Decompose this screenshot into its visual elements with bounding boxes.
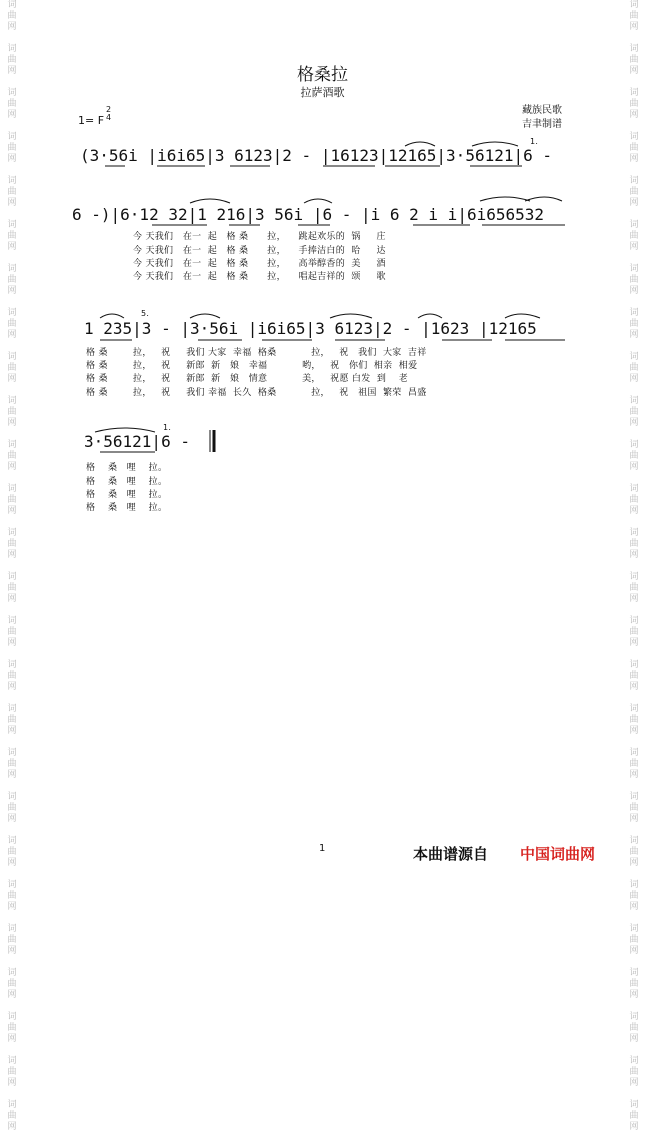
watermark-char: 词 bbox=[7, 704, 17, 714]
watermark-char: 词 bbox=[629, 616, 639, 626]
watermark-gap bbox=[4, 957, 20, 968]
watermark-char: 词 bbox=[629, 396, 639, 406]
watermark-char: 网 bbox=[629, 1122, 639, 1132]
lyric-line: 格 桑 哩 拉。 bbox=[86, 463, 168, 473]
watermark-char: 网 bbox=[7, 814, 17, 824]
watermark-char: 词 bbox=[7, 968, 17, 978]
lyric-line: 格 桑 拉， 祝 新郎 新 娘 情意 美， 祝愿 白发 到 老 bbox=[86, 374, 409, 384]
lyric-line: 格 桑 哩 拉。 bbox=[86, 477, 168, 487]
watermark-char: 词 bbox=[629, 924, 639, 934]
watermark-char: 曲 bbox=[629, 319, 639, 329]
watermark-char: 曲 bbox=[629, 1067, 639, 1077]
watermark-char: 网 bbox=[629, 946, 639, 956]
watermark-char: 词 bbox=[629, 0, 639, 10]
watermark-char: 网 bbox=[7, 770, 17, 780]
watermark-char: 词 bbox=[7, 836, 17, 846]
lyric-line: 今 天我们 在一 起 格 桑 拉， 唱起吉祥的 颂 歌 bbox=[133, 272, 386, 282]
watermark-char: 曲 bbox=[629, 627, 639, 637]
watermark-char: 词 bbox=[7, 440, 17, 450]
watermark-gap bbox=[4, 1045, 20, 1056]
watermark-char: 词 bbox=[7, 264, 17, 274]
watermark-char: 词 bbox=[7, 572, 17, 582]
watermark-char: 网 bbox=[7, 198, 17, 208]
watermark-char: 网 bbox=[629, 198, 639, 208]
watermark-char: 曲 bbox=[7, 715, 17, 725]
watermark-char: 词 bbox=[7, 352, 17, 362]
watermark-char: 网 bbox=[629, 462, 639, 472]
notation-system-1: (3·56i |i6i65|3 6123|2 - |16123|12165|3·56121|6 - bbox=[80, 146, 553, 165]
watermark-char: 曲 bbox=[629, 671, 639, 681]
origin-credit: 藏族民歌 bbox=[522, 105, 562, 116]
watermark-char: 网 bbox=[7, 594, 17, 604]
lyric-line: 格 桑 拉， 祝 我们 幸福 长久 格桑 拉， 祝 祖国 繁荣 昌盛 bbox=[86, 388, 427, 398]
watermark-gap bbox=[626, 1089, 642, 1100]
watermark-char: 词 bbox=[629, 352, 639, 362]
source-label: 本曲谱源自 bbox=[413, 845, 489, 863]
watermark-char: 网 bbox=[629, 66, 639, 76]
watermark-char: 曲 bbox=[7, 363, 17, 373]
watermark-char: 网 bbox=[629, 814, 639, 824]
watermark-char: 词 bbox=[629, 1100, 639, 1110]
watermark-char: 曲 bbox=[7, 891, 17, 901]
watermark-char: 词 bbox=[7, 748, 17, 758]
watermark-char: 网 bbox=[7, 110, 17, 120]
watermark-char: 词 bbox=[7, 220, 17, 230]
watermark-char: 词 bbox=[7, 792, 17, 802]
watermark-char: 曲 bbox=[7, 11, 17, 21]
watermark-char: 词 bbox=[629, 88, 639, 98]
watermark-char: 词 bbox=[629, 748, 639, 758]
lyric-line: 今 天我们 在一 起 格 桑 拉， 手捧洁白的 哈 达 bbox=[133, 246, 386, 256]
watermark-char: 网 bbox=[7, 946, 17, 956]
watermark-char: 词 bbox=[629, 264, 639, 274]
watermark-char: 网 bbox=[7, 638, 17, 648]
watermark-char: 曲 bbox=[7, 935, 17, 945]
watermark-char: 网 bbox=[7, 330, 17, 340]
watermark-char: 词 bbox=[629, 1012, 639, 1022]
notation-system-4: 3·56121|6 - bbox=[84, 432, 190, 451]
watermark-char: 曲 bbox=[7, 979, 17, 989]
site-name[interactable]: 中国词曲网 bbox=[520, 845, 596, 863]
watermark-char: 网 bbox=[7, 990, 17, 1000]
watermark-char: 网 bbox=[7, 1122, 17, 1132]
watermark-char: 曲 bbox=[7, 1023, 17, 1033]
time-numerator: 2 bbox=[106, 105, 112, 114]
lyric-line: 格 桑 拉， 祝 我们 大家 幸福 格桑 拉， 祝 我们 大家 吉祥 bbox=[86, 348, 427, 358]
watermark-char: 词 bbox=[7, 660, 17, 670]
watermark-char: 网 bbox=[7, 1034, 17, 1044]
watermark-char: 曲 bbox=[629, 55, 639, 65]
page-subtitle: 拉萨酒歌 bbox=[300, 86, 345, 99]
watermark-char: 曲 bbox=[7, 231, 17, 241]
watermark-char: 网 bbox=[629, 990, 639, 1000]
watermark-char: 网 bbox=[629, 286, 639, 296]
watermark-char: 词 bbox=[629, 484, 639, 494]
watermark-char: 网 bbox=[629, 682, 639, 692]
watermark-char: 曲 bbox=[629, 451, 639, 461]
watermark-char: 曲 bbox=[629, 495, 639, 505]
watermark-char: 网 bbox=[7, 858, 17, 868]
watermark-char: 曲 bbox=[629, 891, 639, 901]
watermark-char: 网 bbox=[7, 22, 17, 32]
watermark-char: 曲 bbox=[7, 759, 17, 769]
watermark-char: 网 bbox=[629, 638, 639, 648]
watermark-char: 词 bbox=[7, 44, 17, 54]
watermark-char: 曲 bbox=[629, 1111, 639, 1121]
watermark-char: 网 bbox=[629, 902, 639, 912]
watermark-char: 曲 bbox=[7, 319, 17, 329]
watermark-char: 曲 bbox=[7, 671, 17, 681]
watermark-char: 曲 bbox=[629, 847, 639, 857]
watermark-char: 词 bbox=[629, 836, 639, 846]
watermark-char: 词 bbox=[7, 1100, 17, 1110]
watermark-char: 曲 bbox=[7, 627, 17, 637]
watermark-char: 网 bbox=[7, 66, 17, 76]
watermark-gap bbox=[626, 1045, 642, 1056]
watermark-char: 词 bbox=[629, 968, 639, 978]
arranger-credit: 吉聿制谱 bbox=[522, 119, 562, 130]
watermark-char: 曲 bbox=[629, 979, 639, 989]
watermark-char: 曲 bbox=[7, 99, 17, 109]
watermark-char: 词 bbox=[7, 528, 17, 538]
time-denominator: 4 bbox=[106, 113, 112, 122]
watermark-char: 曲 bbox=[629, 583, 639, 593]
watermark-char: 词 bbox=[629, 704, 639, 714]
watermark-char: 网 bbox=[7, 154, 17, 164]
watermark-char: 曲 bbox=[629, 803, 639, 813]
watermark-gap bbox=[4, 1133, 20, 1144]
watermark-char: 词 bbox=[7, 880, 17, 890]
watermark-char: 曲 bbox=[629, 143, 639, 153]
watermark-gap bbox=[4, 913, 20, 924]
watermark-char: 曲 bbox=[629, 363, 639, 373]
watermark-char: 网 bbox=[7, 1078, 17, 1088]
watermark-char: 网 bbox=[7, 374, 17, 384]
watermark-char: 网 bbox=[629, 770, 639, 780]
lyric-line: 格 桑 哩 拉。 bbox=[86, 503, 168, 513]
watermark-gap bbox=[626, 1133, 642, 1144]
watermark-char: 网 bbox=[629, 550, 639, 560]
watermark-char: 网 bbox=[629, 22, 639, 32]
watermark-char: 曲 bbox=[629, 11, 639, 21]
watermark-char: 曲 bbox=[629, 231, 639, 241]
watermark-char: 词 bbox=[7, 616, 17, 626]
watermark-char: 曲 bbox=[629, 759, 639, 769]
watermark-char: 词 bbox=[7, 88, 17, 98]
watermark-gap bbox=[626, 1001, 642, 1012]
watermark-char: 网 bbox=[629, 418, 639, 428]
watermark-char: 网 bbox=[629, 506, 639, 516]
watermark-char: 词 bbox=[7, 1056, 17, 1066]
watermark-char: 词 bbox=[629, 880, 639, 890]
volta-1: 1. bbox=[530, 137, 539, 146]
watermark-char: 网 bbox=[7, 242, 17, 252]
watermark-char: 曲 bbox=[7, 1067, 17, 1077]
watermark-char: 曲 bbox=[629, 187, 639, 197]
watermark-char: 网 bbox=[7, 462, 17, 472]
watermark-gap bbox=[4, 1089, 20, 1100]
lyric-line: 今 天我们 在一 起 格 桑 拉， 跳起欢乐的 锅 庄 bbox=[133, 232, 386, 242]
watermark-char: 曲 bbox=[7, 407, 17, 417]
lyric-line: 今 天我们 在一 起 格 桑 拉， 高举醇香的 美 酒 bbox=[133, 259, 386, 269]
watermark-char: 词 bbox=[629, 792, 639, 802]
watermark-char: 曲 bbox=[629, 99, 639, 109]
watermark-char: 词 bbox=[629, 660, 639, 670]
watermark-gap bbox=[626, 913, 642, 924]
lyric-line: 格 桑 哩 拉。 bbox=[86, 490, 168, 500]
watermark-char: 曲 bbox=[629, 935, 639, 945]
watermark-char: 网 bbox=[629, 154, 639, 164]
watermark-char: 词 bbox=[629, 44, 639, 54]
watermark-char: 曲 bbox=[7, 495, 17, 505]
watermark-char: 曲 bbox=[7, 583, 17, 593]
watermark-char: 网 bbox=[629, 858, 639, 868]
notation-system-2: 6 -)|6·12 32|1 216|3 56i |6 - |i 6 2 i i|6i656532 bbox=[72, 205, 545, 224]
watermark-char: 词 bbox=[629, 528, 639, 538]
page-title: 格桑拉 bbox=[297, 65, 348, 85]
watermark-char: 网 bbox=[629, 330, 639, 340]
watermark-char: 词 bbox=[7, 396, 17, 406]
watermark-char: 词 bbox=[7, 0, 17, 10]
watermark-char: 词 bbox=[7, 1012, 17, 1022]
watermark-char: 曲 bbox=[7, 1111, 17, 1121]
watermark-char: 网 bbox=[7, 550, 17, 560]
key-signature: 1= F bbox=[78, 114, 105, 127]
watermark-gap bbox=[626, 957, 642, 968]
watermark-char: 曲 bbox=[629, 407, 639, 417]
watermark-char: 网 bbox=[7, 286, 17, 296]
watermark-char: 网 bbox=[7, 726, 17, 736]
watermark-char: 曲 bbox=[629, 539, 639, 549]
watermark-char: 网 bbox=[7, 506, 17, 516]
watermark-char: 网 bbox=[7, 418, 17, 428]
watermark-char: 网 bbox=[629, 594, 639, 604]
watermark-char: 词 bbox=[629, 308, 639, 318]
watermark-char: 词 bbox=[629, 176, 639, 186]
watermark-gap bbox=[4, 1001, 20, 1012]
watermark-char: 词 bbox=[629, 572, 639, 582]
watermark-char: 网 bbox=[629, 110, 639, 120]
watermark-char: 词 bbox=[7, 924, 17, 934]
watermark-char: 网 bbox=[7, 902, 17, 912]
watermark-char: 词 bbox=[7, 132, 17, 142]
watermark-char: 词 bbox=[7, 308, 17, 318]
watermark-char: 词 bbox=[629, 220, 639, 230]
watermark-char: 曲 bbox=[7, 847, 17, 857]
watermark-char: 曲 bbox=[7, 539, 17, 549]
lyric-line: 格 桑 拉， 祝 新郎 新 娘 幸福 哟， 祝 你们 相亲 相爱 bbox=[86, 361, 418, 371]
watermark-char: 网 bbox=[629, 242, 639, 252]
watermark-char: 网 bbox=[629, 374, 639, 384]
watermark-char: 曲 bbox=[7, 451, 17, 461]
volta-5: 5. bbox=[141, 309, 150, 318]
page-number: 1 bbox=[319, 843, 326, 854]
watermark-char: 曲 bbox=[629, 275, 639, 285]
watermark-char: 曲 bbox=[7, 187, 17, 197]
watermark-char: 曲 bbox=[629, 1023, 639, 1033]
watermark-char: 网 bbox=[629, 1034, 639, 1044]
watermark-char: 曲 bbox=[7, 275, 17, 285]
watermark-char: 网 bbox=[629, 726, 639, 736]
watermark-char: 词 bbox=[629, 1056, 639, 1066]
watermark-char: 曲 bbox=[629, 715, 639, 725]
watermark-char: 网 bbox=[7, 682, 17, 692]
volta-1-final: 1. bbox=[163, 423, 172, 432]
watermark-char: 曲 bbox=[7, 143, 17, 153]
watermark-char: 网 bbox=[629, 1078, 639, 1088]
watermark-char: 词 bbox=[629, 440, 639, 450]
watermark-char: 词 bbox=[629, 132, 639, 142]
watermark-char: 词 bbox=[7, 484, 17, 494]
watermark-char: 曲 bbox=[7, 55, 17, 65]
notation-system-3: 1 235|3 - |3·56i |i6i65|3 6123|2 - |1623 |12165 bbox=[84, 319, 537, 338]
watermark-char: 词 bbox=[7, 176, 17, 186]
watermark-char: 曲 bbox=[7, 803, 17, 813]
